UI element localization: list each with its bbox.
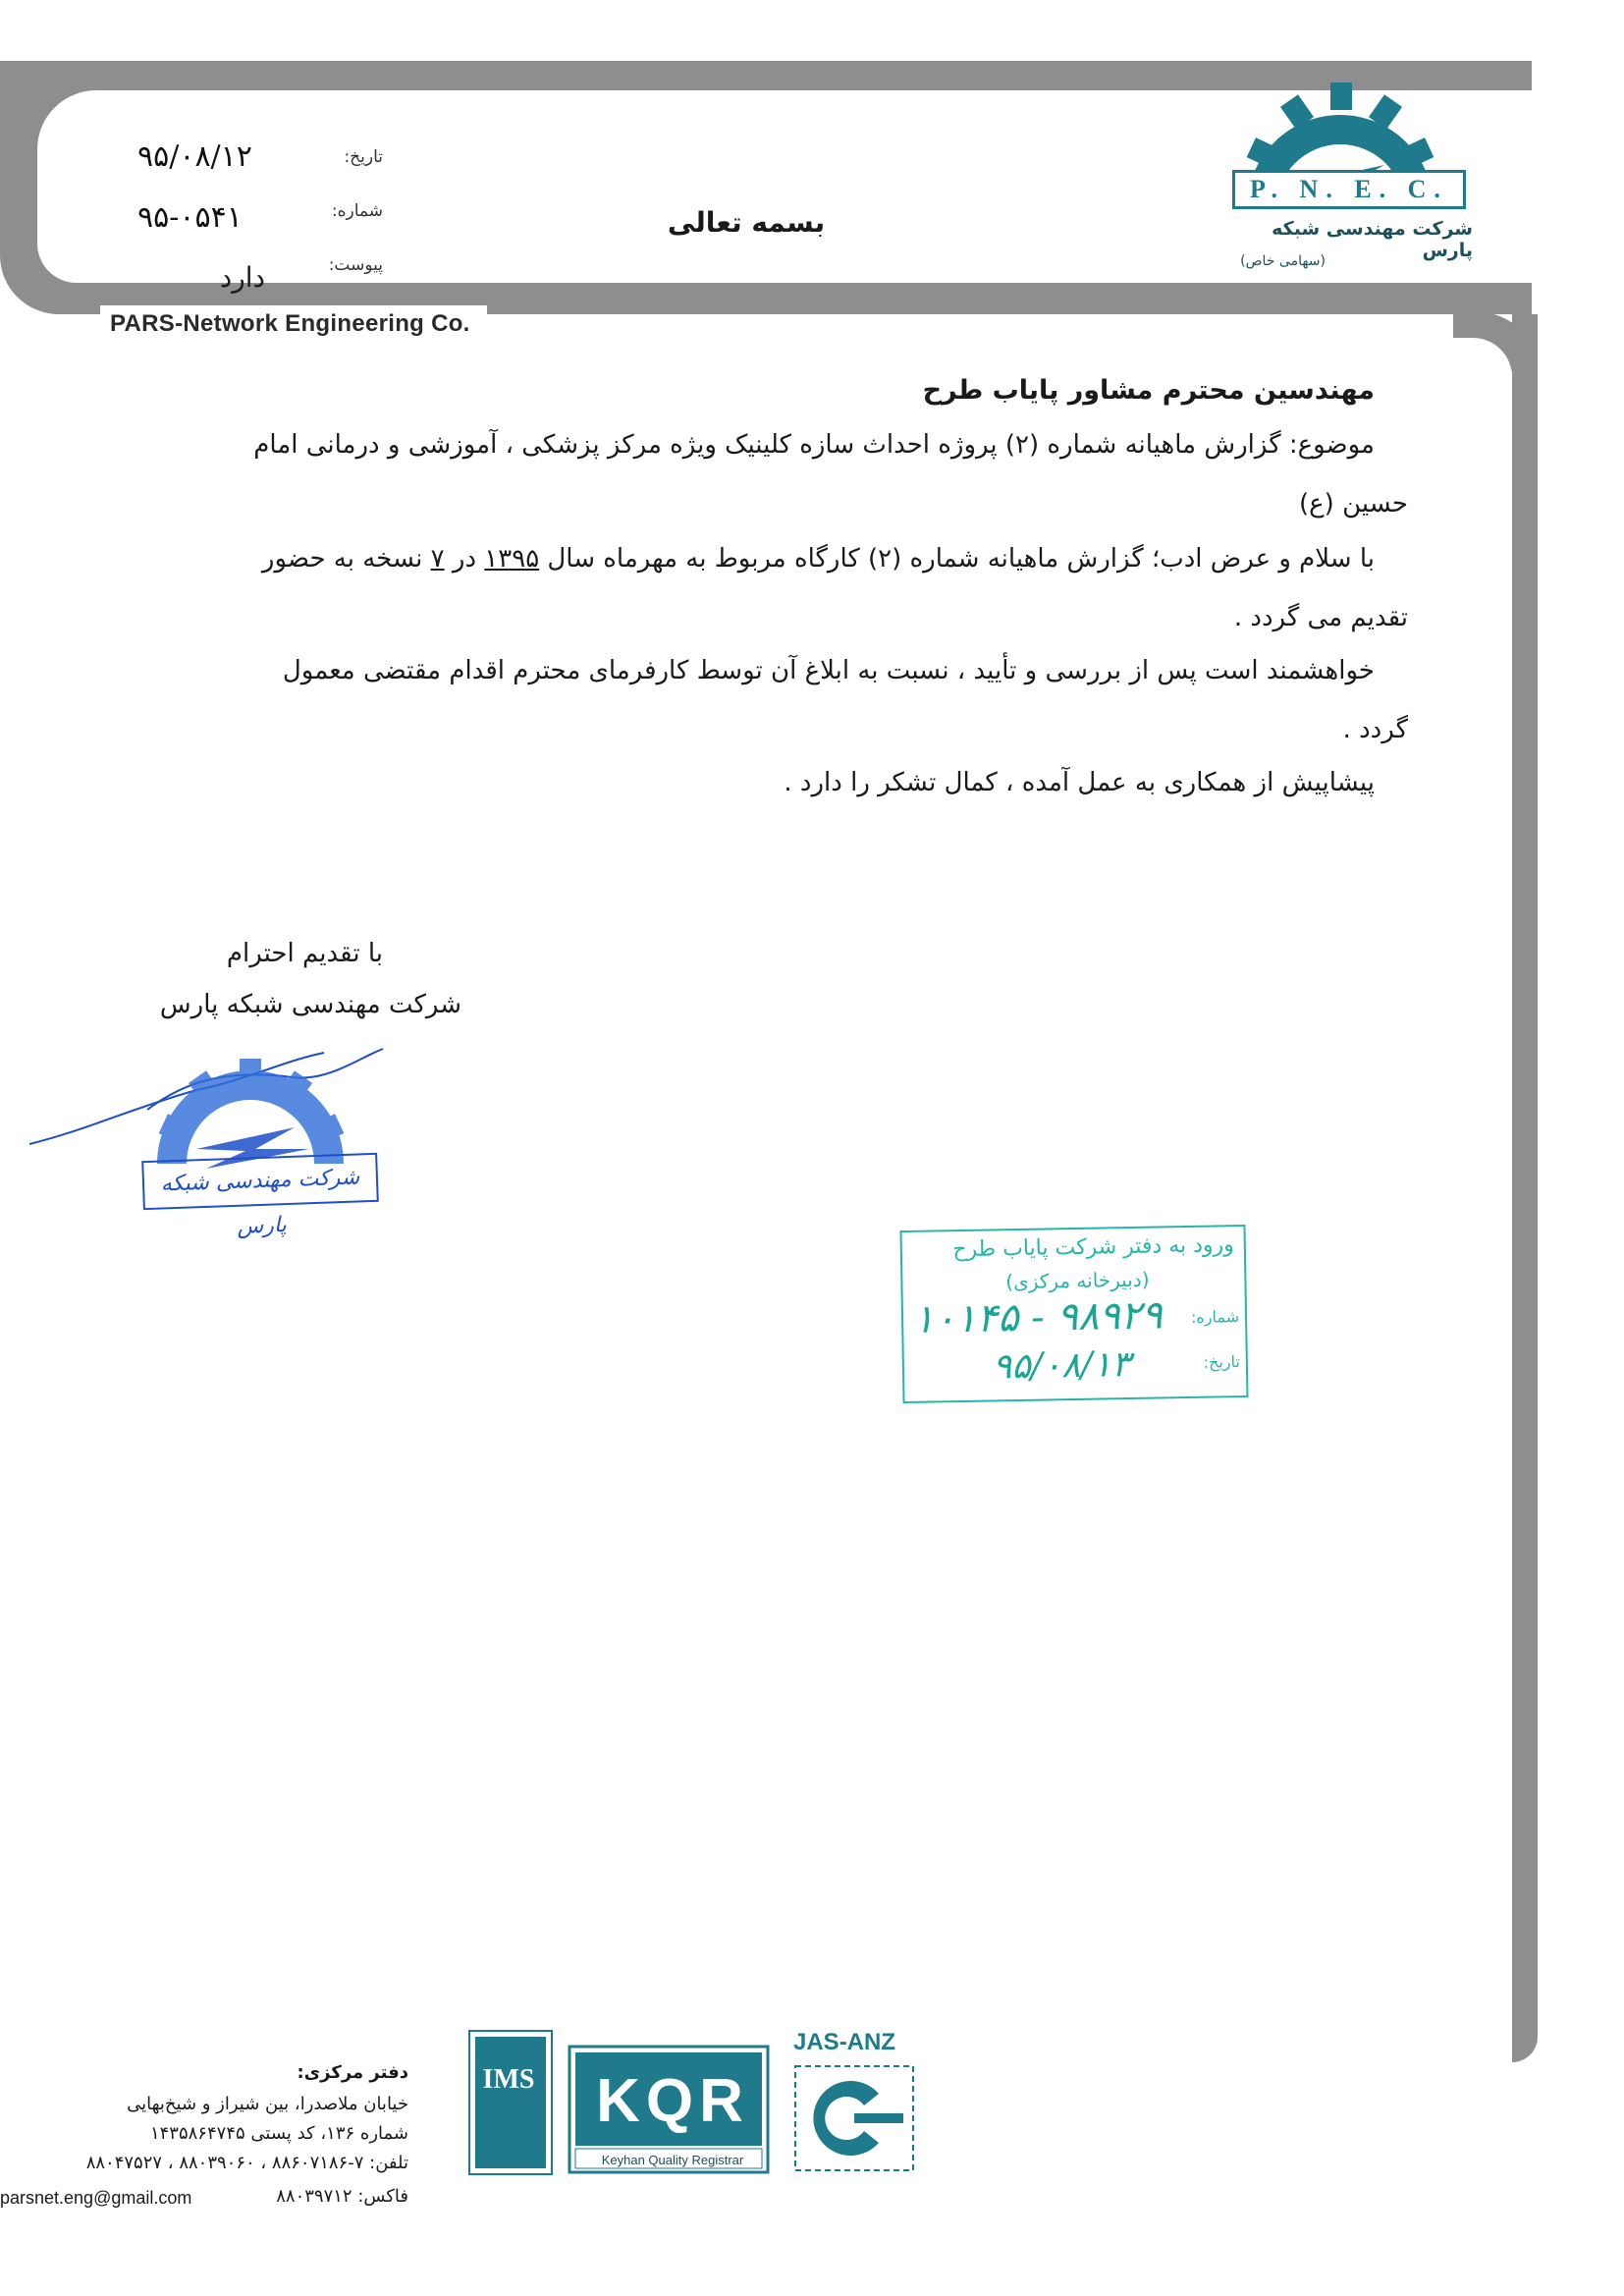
kqr-cert-label: KQR: [596, 2067, 749, 2135]
address-line-2: شماره ۱۳۶، کد پستی ۱۴۳۵۸۶۴۷۴۵: [149, 2123, 408, 2144]
jas-anz-label: JAS-ANZ: [793, 2029, 896, 2055]
closing-phrase: با تقدیم احترام: [226, 939, 383, 968]
signatory-company: شرکت مهندسی شبکه پارس: [159, 990, 461, 1019]
copies-count: ۷: [430, 544, 445, 574]
receipt-stamp-subtitle: (دبیرخانه مرکزی): [1005, 1267, 1150, 1294]
subject-line: موضوع: گزارش ماهیانه شماره (۲) پروژه احداث سازه کلینیک ویژه مرکز پزشکی ، آموزشی و درمانی امام: [253, 430, 1375, 460]
attachment-value: دارد: [219, 261, 265, 294]
date-value: ۹۵/۰۸/۱۲: [137, 139, 252, 174]
receipt-stamp-title: ورود به دفتر شرکت پایاب طرح: [952, 1232, 1235, 1263]
logo-company-name: شرکت مهندسی شبکه پارس: [1272, 218, 1473, 261]
ims-cert-label: IMS: [482, 2064, 535, 2095]
addressee: مهندسین محترم مشاور پایاب طرح: [922, 375, 1375, 406]
paragraph-1-text-c: نسخه به حضور: [261, 544, 431, 574]
email-address: parsnet.eng@gmail.com: [0, 2188, 192, 2208]
company-name-en: PARS-Network Engineering Co.: [110, 310, 470, 337]
kqr-caption: Keyhan Quality Registrar: [601, 2153, 744, 2167]
receipt-number-label: شماره:: [1190, 1307, 1240, 1327]
number-label: شماره:: [331, 201, 383, 221]
logo-abbreviation: P. N. E. C.: [1232, 170, 1466, 209]
basmala: بسمه تعالی: [667, 206, 826, 239]
company-seal-text: شرکت مهندسی شبکه پارس: [141, 1153, 379, 1210]
paragraph-3: پیشاپیش از همکاری به عمل آمده ، کمال تشکر را دارد .: [784, 768, 1375, 797]
receipt-stamp: [899, 1225, 1248, 1403]
frame-right-border: [1512, 314, 1538, 2062]
ims-icon: [469, 2031, 552, 2174]
paragraph-2-line-1: خواهشمند است پس از بررسی و تأیید ، نسبت به ابلاغ آن توسط کارفرمای محترم اقدام مقتضی معمول: [282, 656, 1375, 685]
report-year: ۱۳۹۵: [484, 544, 540, 574]
paragraph-1-text-b: در: [444, 544, 485, 574]
paragraph-1-line-1: [262, 544, 1375, 574]
subject-line-continuation: حسین (ع): [1299, 489, 1408, 519]
number-value: ۹۵-۰۵۴۱: [137, 200, 243, 235]
logo-company-type: (سهامی خاص): [1240, 253, 1326, 269]
office-label: دفتر مرکزی:: [297, 2062, 408, 2083]
attachment-label: پیوست:: [328, 255, 383, 275]
address-line-1: خیابان ملاصدرا، بین شیراز و شیخ‌بهایی: [127, 2094, 408, 2114]
paragraph-2-line-2: گردد .: [1342, 715, 1408, 744]
phone-numbers: تلفن: ۷-۸۸۶۰۷۱۸۶ ، ۸۸۰۳۹۰۶۰ ، ۸۸۰۴۷۵۲۷: [85, 2153, 408, 2173]
fax-number: فاکس: ۸۸۰۳۹۷۱۲: [276, 2186, 408, 2207]
receipt-date: ۹۵/۰۸/۱۳: [992, 1344, 1131, 1388]
paragraph-1-text-a: با سلام و عرض ادب؛ گزارش ماهیانه شماره (۲) کارگاه مربوط به مهرماه سال: [539, 544, 1375, 574]
receipt-number: ۱۰۱۴۵ - ۹۸۹۲۹: [912, 1292, 1164, 1342]
receipt-date-label: تاریخ:: [1203, 1352, 1241, 1372]
paragraph-1-line-2: تقدیم می گردد .: [1233, 603, 1408, 632]
jas-anz-icon: [795, 2066, 913, 2170]
date-label: تاریخ:: [344, 147, 383, 167]
